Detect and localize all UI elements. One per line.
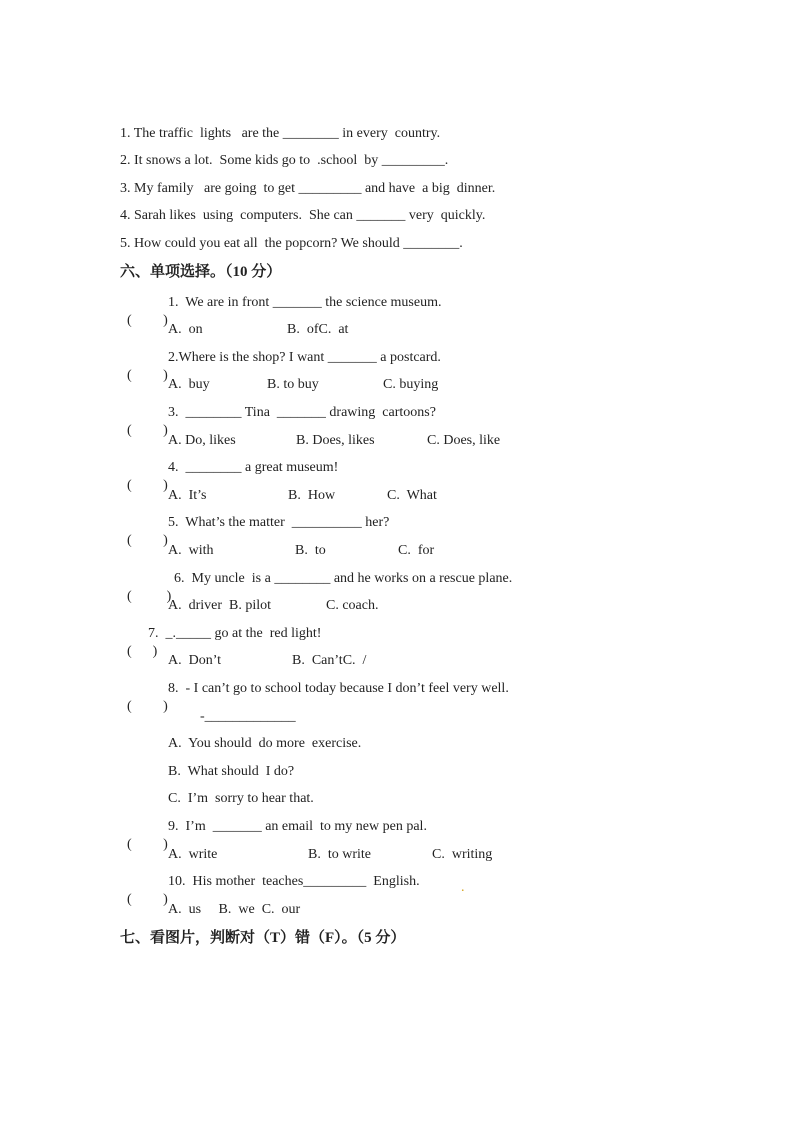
option: A. It’s — [168, 488, 207, 503]
option: C. buying — [383, 377, 439, 392]
answer-paren[interactable]: ( ) — [127, 423, 168, 438]
option: A. write — [168, 847, 218, 862]
option: B. How — [288, 488, 336, 503]
question-8 — [120, 680, 509, 734]
option: B. Does, likes — [296, 433, 375, 448]
option: A. on — [168, 322, 203, 337]
stray-dot-mark: . — [461, 880, 465, 895]
option: B. ofC. at — [287, 322, 349, 337]
section-6-title: 六、单项选择。（10 分） — [120, 264, 282, 280]
fill-in-item-3: 3. My family are going to get _________ and have a big dinner. — [120, 181, 496, 196]
option: C. writing — [432, 847, 493, 862]
question-stem: 4. ________ a great museum! — [168, 460, 339, 475]
answer-line: -_____________ — [200, 709, 296, 724]
option: A. driver B. pilot — [168, 598, 272, 613]
option: B. What should I do? — [168, 764, 295, 779]
option: C. Does, like — [427, 433, 501, 448]
answer-paren[interactable]: ( ) — [127, 533, 168, 548]
question-stem: 1. We are in front _______ the science museum. — [168, 295, 442, 310]
answer-paren[interactable]: ( ) — [127, 699, 168, 714]
fill-in-item-4: 4. Sarah likes using computers. She can _______ very quickly. — [120, 208, 486, 223]
question-stem: 7. _._____ go at the red light! — [148, 626, 322, 641]
question-stem: 8. - I can’t go to school today because I don’t feel very well. — [168, 681, 509, 696]
answer-paren[interactable]: ( ) — [127, 644, 158, 659]
fill-in-item-5: 5. How could you eat all the popcorn? We should ________. — [120, 236, 463, 251]
answer-paren[interactable]: ( ) — [127, 368, 168, 383]
option: B. to — [295, 543, 326, 558]
option: C. What — [387, 488, 437, 503]
fill-in-item-2: 2. It snows a lot. Some kids go to .school by _________. — [120, 153, 449, 168]
fill-in-item-1: 1. The traffic lights are the ________ in every country. — [120, 126, 441, 141]
section-7-title: 七、看图片，判断对（T）错（F）。（5 分） — [120, 930, 406, 946]
answer-paren[interactable]: ( ) — [127, 892, 168, 907]
answer-paren[interactable]: ( ) — [127, 313, 168, 328]
question-stem: 9. I’m _______ an email to my new pen pal. — [168, 819, 427, 834]
answer-paren[interactable]: ( ) — [127, 478, 168, 493]
question-stem: 5. What’s the matter __________ her? — [168, 515, 390, 530]
question-stem: 2.Where is the shop? I want _______ a postcard. — [168, 350, 441, 365]
option: A. Don’t — [168, 653, 222, 668]
option: C. coach. — [326, 598, 379, 613]
answer-paren[interactable]: ( ) — [127, 589, 172, 604]
option: A. You should do more exercise. — [168, 736, 362, 751]
answer-paren[interactable]: ( ) — [127, 837, 168, 852]
option: C. I’m sorry to hear that. — [168, 791, 314, 806]
question-stem: 6. My uncle is a ________ and he works on a rescue plane. — [174, 571, 513, 586]
option: B. to write — [308, 847, 371, 862]
option: C. for — [398, 543, 435, 558]
option: B. to buy — [267, 377, 319, 392]
option: B. Can’tC. / — [292, 653, 367, 668]
question-stem: 3. ________ Tina _______ drawing cartoons? — [168, 405, 436, 420]
option: A. Do, likes — [168, 433, 236, 448]
question-stem: 10. His mother teaches_________ English. — [168, 874, 420, 889]
option: A. us B. we C. our — [168, 902, 301, 917]
option: A. buy — [168, 377, 210, 392]
option: A. with — [168, 543, 214, 558]
